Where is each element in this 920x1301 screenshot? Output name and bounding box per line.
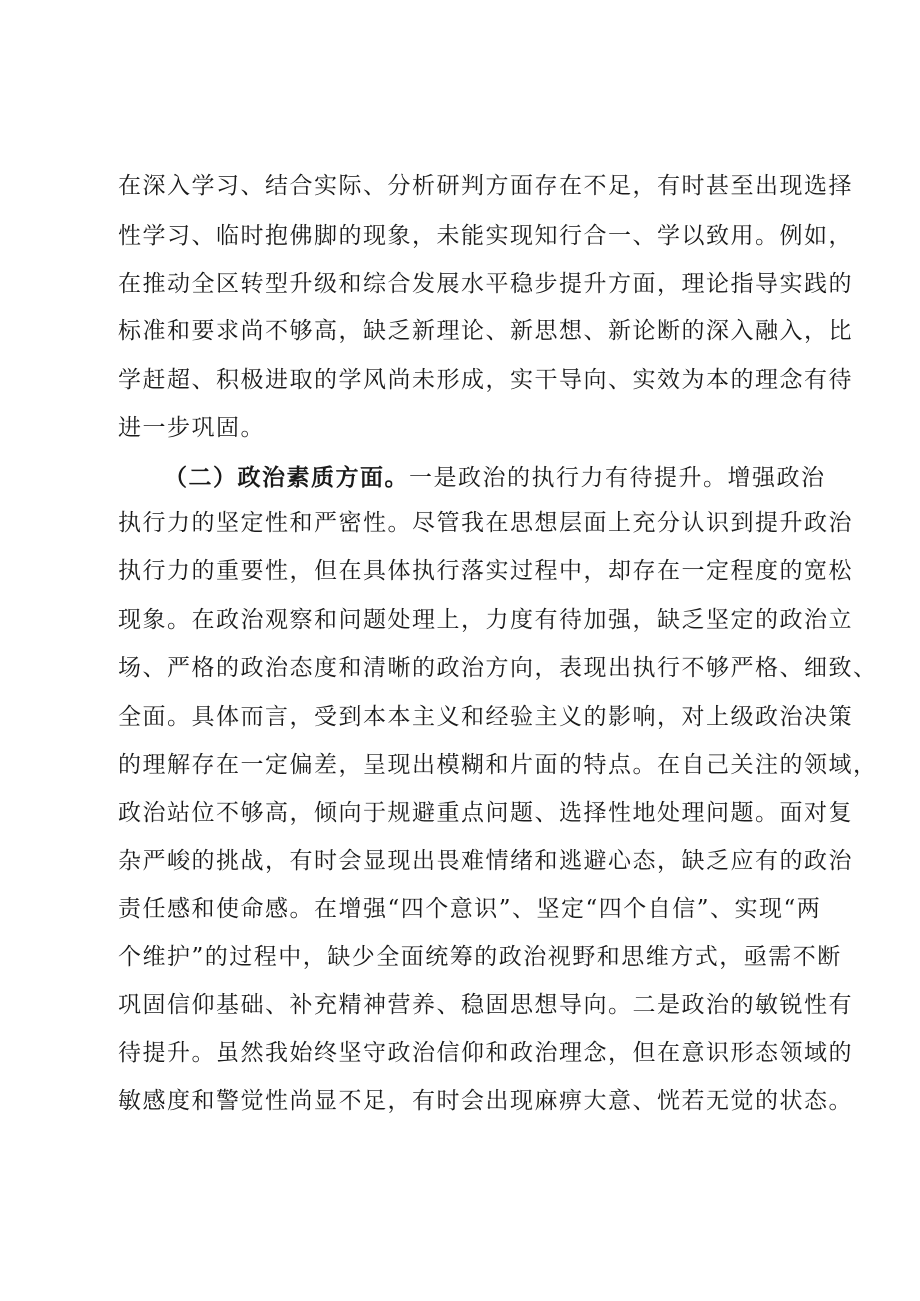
paragraph-line: 敏感度和警觉性尚显不足，有时会出现麻痹大意、恍若无觉的状态。: [118, 1088, 853, 1114]
paragraph-line: 场、严格的政治态度和清晰的政治方向，表现出执行不够严格、细致、: [118, 655, 878, 681]
paragraph-line: 待提升。虽然我始终坚守政治信仰和政治理念，但在意识形态领域的: [118, 1040, 853, 1066]
section-heading-line: [164, 458, 826, 498]
paragraph-line: 标准和要求尚不够高，缺乏新理论、新思想、新论断的深入融入，比: [118, 318, 853, 344]
section-heading: （二）政治素质方面。: [164, 464, 409, 491]
paragraph-line: 现象。在政治观察和问题处理上，力度有待加强，缺乏坚定的政治立: [118, 607, 853, 633]
paragraph-line: 执行力的坚定性和严密性。尽管我在思想层面上充分认识到提升政治: [118, 510, 853, 536]
paragraph-line: 进一步巩固。: [118, 415, 265, 441]
paragraph-line: 的理解存在一定偏差，呈现出模糊和片面的特点。在自己关注的领域，: [118, 752, 878, 778]
paragraph-line: 责任感和使命感。在增强“四个意识”、坚定“四个自信”、实现“两: [118, 896, 822, 922]
paragraph-line: 杂严峻的挑战，有时会显现出畏难情绪和逃避心态，缺乏应有的政治: [118, 848, 853, 874]
section-heading-rest: 一是政治的执行力有待提升。增强政治: [409, 465, 826, 491]
paragraph-line: 政治站位不够高，倾向于规避重点问题、选择性地处理问题。面对复: [118, 800, 853, 826]
paragraph-line: 全面。具体而言，受到本本主义和经验主义的影响，对上级政治决策: [118, 704, 853, 730]
paragraph-line: 个维护”的过程中，缺少全面统筹的政治视野和思维方式，亟需不断: [118, 944, 842, 970]
paragraph-line: 学赶超、积极进取的学风尚未形成，实干导向、实效为本的理念有待: [118, 367, 853, 393]
paragraph-line: 巩固信仰基础、补充精神营养、稳固思想导向。二是政治的敏锐性有: [118, 992, 853, 1018]
paragraph-line: 性学习、临时抱佛脚的现象，未能实现知行合一、学以致用。例如，: [118, 223, 853, 249]
paragraph-line: 执行力的重要性，但在具体执行落实过程中，却存在一定程度的宽松: [118, 558, 853, 584]
paragraph-line: 在推动全区转型升级和综合发展水平稳步提升方面，理论指导实践的: [118, 271, 853, 297]
paragraph-line: 在深入学习、结合实际、分析研判方面存在不足，有时甚至出现选择: [118, 173, 853, 199]
